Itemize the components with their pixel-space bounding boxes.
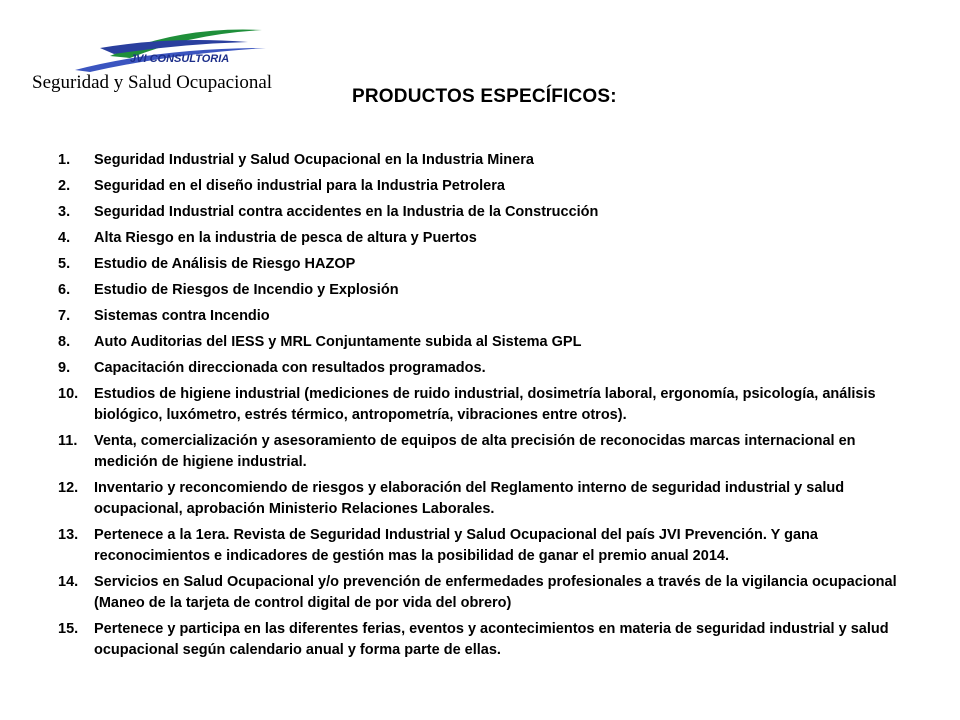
item-number: 12. xyxy=(58,480,79,496)
item-number: 3. xyxy=(58,204,71,220)
item-text: Estudio de Riesgos de Incendio y Explosión xyxy=(94,282,399,298)
list-item xyxy=(58,384,918,426)
item-text: Estudios de higiene industrial (mediciones de ruido industrial, dosimetría laboral, ergonomía, psicología, análisis biológico, luxómetro, estrés térmico, antropometría, vibraciones entre otros). xyxy=(94,386,876,423)
company-logo xyxy=(70,18,270,76)
list-item xyxy=(58,572,918,614)
item-text: Pertenece y participa en las diferentes ferias, eventos y acontecimientos en materia de seguridad industrial y salud ocupacional según calendario anual y forma parte de ellas. xyxy=(94,621,889,658)
item-number: 1. xyxy=(58,152,71,168)
item-text: Seguridad Industrial contra accidentes en la Industria de la Construcción xyxy=(94,204,599,220)
products-list xyxy=(58,150,918,666)
list-item xyxy=(58,150,918,171)
list-item xyxy=(58,280,918,301)
item-text: Alta Riesgo en la industria de pesca de altura y Puertos xyxy=(94,230,477,246)
item-number: 8. xyxy=(58,334,71,350)
list-item xyxy=(58,176,918,197)
item-text: Inventario y reconcomiendo de riesgos y elaboración del Reglamento interno de seguridad industrial y salud ocupacional, aprobación Ministerio Relaciones Laborales. xyxy=(94,480,845,517)
list-item xyxy=(58,332,918,353)
list-item xyxy=(58,619,918,661)
list-item xyxy=(58,202,918,223)
item-text: Capacitación direccionada con resultados programados. xyxy=(94,360,486,376)
item-text: Auto Auditorias del IESS y MRL Conjuntamente subida al Sistema GPL xyxy=(94,334,582,350)
list-item xyxy=(58,478,918,520)
logo-swoosh-icon xyxy=(70,18,270,76)
company-tagline: Seguridad y Salud Ocupacional xyxy=(32,72,273,93)
item-number: 7. xyxy=(58,308,71,324)
item-number: 4. xyxy=(58,230,71,246)
item-text: Venta, comercialización y asesoramiento de equipos de alta precisión de reconocidas marcas internacional en medición de higiene industrial. xyxy=(94,433,856,470)
item-number: 6. xyxy=(58,282,71,298)
list-item xyxy=(58,254,918,275)
item-number: 13. xyxy=(58,527,79,543)
item-text: Servicios en Salud Ocupacional y/o prevención de enfermedades profesionales a través de la vigilancia ocupacional (Maneo de la tarjeta de control digital de por vida del obrero) xyxy=(94,574,897,611)
logo-text: JVI CONSULTORIA xyxy=(130,53,230,65)
item-text: Seguridad Industrial y Salud Ocupacional en la Industria Minera xyxy=(94,152,534,168)
list-item xyxy=(58,306,918,327)
list-item xyxy=(58,431,918,473)
list-item xyxy=(58,525,918,567)
list-item xyxy=(58,358,918,379)
item-text: Sistemas contra Incendio xyxy=(94,308,270,324)
item-text: Pertenece a la 1era. Revista de Seguridad Industrial y Salud Ocupacional del país JVI Prevención. Y gana reconocimientos e indicadores de gestión mas la posibilidad de ganar el premio anual 2014. xyxy=(94,527,818,564)
item-number: 5. xyxy=(58,256,71,272)
item-number: 15. xyxy=(58,621,79,637)
item-number: 9. xyxy=(58,360,71,376)
item-text: Estudio de Análisis de Riesgo HAZOP xyxy=(94,256,356,272)
item-number: 11. xyxy=(58,433,78,449)
item-number: 14. xyxy=(58,574,79,590)
item-text: Seguridad en el diseño industrial para la Industria Petrolera xyxy=(94,178,505,194)
page-title: PRODUCTOS ESPECÍFICOS: xyxy=(352,86,617,107)
item-number: 2. xyxy=(58,178,71,194)
list-item xyxy=(58,228,918,249)
item-number: 10. xyxy=(58,386,79,402)
